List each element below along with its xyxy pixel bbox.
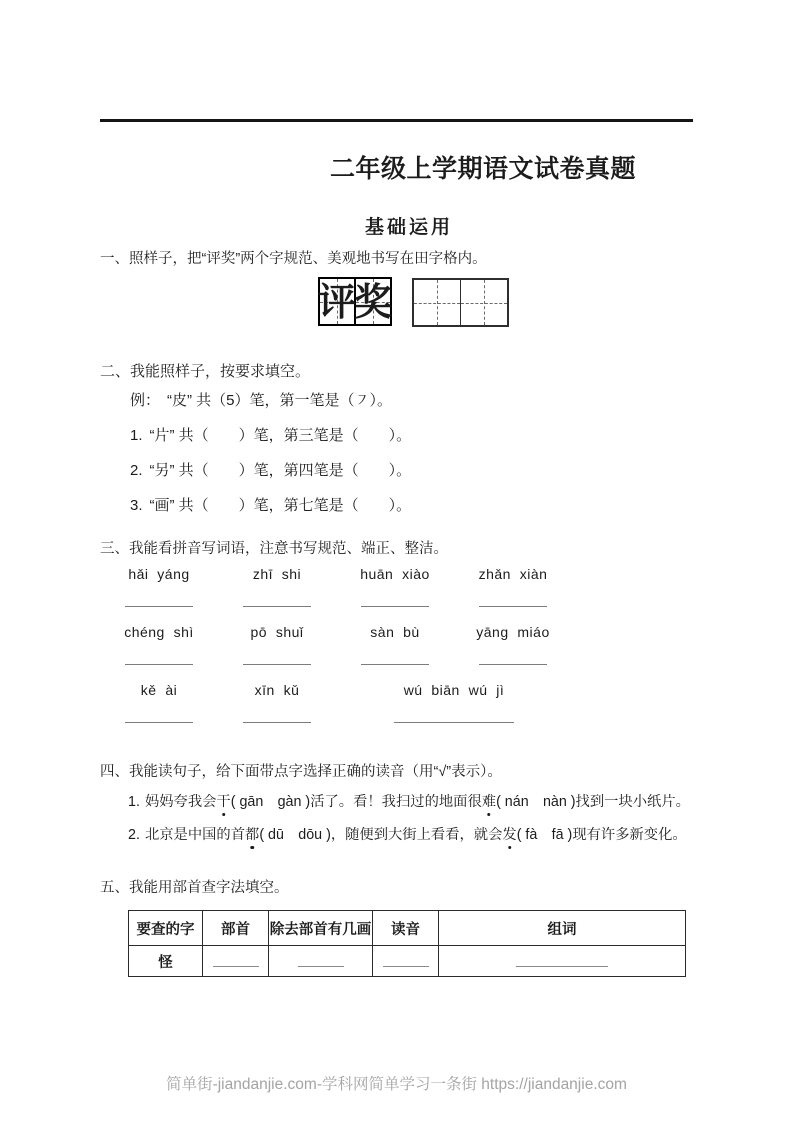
tianzige-cell <box>317 278 357 324</box>
pinyin-label: zhǎn xiàn <box>478 566 548 582</box>
answer-blank <box>361 664 429 665</box>
answer-blank <box>479 664 547 665</box>
q2-example-text: “皮” 共（5）笔，第一笔是（㇇）。 <box>167 392 393 409</box>
dotted-char-fa: 发 <box>502 824 516 844</box>
answer-blank <box>383 966 429 967</box>
pinyin-cell <box>454 624 572 665</box>
tianzige-empty-cell <box>461 280 507 325</box>
pinyin-cell <box>100 682 218 723</box>
question-5-heading: 五、我能用部首查字法填空。 <box>100 880 289 896</box>
q4-item-1-number: 1. <box>128 794 140 810</box>
footer-watermark: 简单街-jiandanjie.com-学科网简单学习一条街 https://jiandanjie.com <box>166 1076 627 1093</box>
pinyin-cell <box>218 682 336 723</box>
tianzige-practice-grid <box>412 278 509 327</box>
tianzige-cell <box>353 278 393 324</box>
q2-item-2-number: 2. <box>130 462 143 479</box>
dotted-char-gan: 干 <box>216 791 230 811</box>
answer-blank <box>243 606 311 607</box>
answer-blank <box>298 966 344 967</box>
question-4-heading: 四、我能读句子，给下面带点字选择正确的读音（用“√”表示）。 <box>100 764 502 780</box>
header-cell-radical: 部首 <box>203 911 269 946</box>
sentence-segment: ( fà fā )现有许多新变化。 <box>516 827 687 843</box>
pinyin-word-grid <box>100 566 572 740</box>
q4-sentence-2 <box>128 824 690 844</box>
pinyin-cell <box>100 624 218 665</box>
answer-blank <box>516 966 608 967</box>
pinyin-label: hǎi yáng <box>128 566 190 582</box>
pinyin-label: pō shuǐ <box>250 624 304 640</box>
lookup-char-cell: 怪 <box>129 946 203 977</box>
pinyin-cell <box>336 566 454 607</box>
q2-item-1-number: 1. <box>130 427 143 444</box>
tianzige-example-grid <box>318 277 392 326</box>
question-4-items <box>128 791 690 857</box>
answer-blank <box>243 722 311 723</box>
section-title: 基础运用 <box>365 217 454 238</box>
sentence-segment: ( dū dōu )，随便到大街上看看，就会 <box>259 827 503 843</box>
answer-blank <box>479 606 547 607</box>
pinyin-label: xīn kǔ <box>254 682 300 698</box>
header-cell-character: 要查的字 <box>129 911 203 946</box>
pinyin-cell <box>100 566 218 607</box>
blank-cell-radical <box>203 946 269 977</box>
answer-blank <box>125 606 193 607</box>
sentence-segment: ( nán nàn )找到一块小纸片。 <box>496 794 690 810</box>
page-title: 二年级上学期语文试卷真题 <box>330 155 637 183</box>
answer-blank <box>125 664 193 665</box>
tianzige-empty-cell <box>414 280 461 325</box>
table-header-row <box>129 911 686 946</box>
dotted-char-nan: 难 <box>482 791 496 811</box>
q2-example-line <box>130 389 411 410</box>
q2-item-2-text: “另” 共（ ）笔，第四笔是（ ）。 <box>149 462 412 479</box>
q2-item-2 <box>130 459 411 480</box>
question-2-items <box>130 389 411 529</box>
answer-blank <box>125 722 193 723</box>
q4-item-2-number: 2. <box>128 827 140 843</box>
sentence-segment: 北京是中国的首 <box>144 827 246 843</box>
example-character-jiang: 奖 <box>353 278 393 324</box>
question-3-heading: 三、我能看拼音写词语，注意书写规范、端正、整洁。 <box>100 541 448 557</box>
sentence-segment: 妈妈夸我会 <box>144 794 217 810</box>
pinyin-cell <box>336 624 454 665</box>
pinyin-cell <box>218 566 336 607</box>
header-cell-word: 组词 <box>439 911 686 946</box>
q2-item-3 <box>130 494 411 515</box>
answer-blank <box>213 966 259 967</box>
answer-blank <box>243 664 311 665</box>
pinyin-label: huān xiào <box>360 566 430 582</box>
radical-lookup-table <box>128 910 686 977</box>
blank-cell-pronunciation <box>373 946 439 977</box>
pinyin-row-2 <box>100 624 572 665</box>
q2-item-3-text: “画” 共（ ）笔，第七笔是（ ）。 <box>149 497 412 514</box>
answer-blank <box>394 722 514 723</box>
q2-item-3-number: 3. <box>130 497 143 514</box>
pinyin-cell-wide <box>336 682 572 723</box>
header-cell-strokes: 除去部首有几画 <box>269 911 373 946</box>
table-data-row <box>129 946 686 977</box>
q2-item-1-text: “片” 共（ ）笔，第三笔是（ ）。 <box>149 427 412 444</box>
pinyin-label: chéng shì <box>124 624 194 640</box>
example-character-ping: 评 <box>317 278 357 324</box>
pinyin-label: zhī shi <box>252 566 302 582</box>
dotted-char-du: 都 <box>245 824 259 844</box>
answer-blank <box>361 606 429 607</box>
pinyin-label: kě ài <box>140 682 178 698</box>
q2-example-label: 例： <box>130 392 161 409</box>
q2-item-1 <box>130 424 411 445</box>
blank-cell-strokes <box>269 946 373 977</box>
pinyin-label: yāng miáo <box>476 624 550 640</box>
top-divider-rule <box>100 119 693 122</box>
blank-cell-word <box>439 946 686 977</box>
question-1-heading: 一、照样子，把“评奖”两个字规范、美观地书写在田字格内。 <box>100 251 487 267</box>
question-2-heading: 二、我能照样子，按要求填空。 <box>100 363 311 380</box>
pinyin-row-1 <box>100 566 572 607</box>
pinyin-label: sàn bù <box>370 624 420 640</box>
q4-sentence-1 <box>128 791 690 811</box>
header-cell-pronunciation: 读音 <box>373 911 439 946</box>
pinyin-cell <box>218 624 336 665</box>
sentence-segment: ( gān gàn )活了。看！我扫过的地面很 <box>230 794 482 810</box>
pinyin-row-3 <box>100 682 572 723</box>
pinyin-cell <box>454 566 572 607</box>
pinyin-label: wú biān wú jì <box>403 682 505 698</box>
